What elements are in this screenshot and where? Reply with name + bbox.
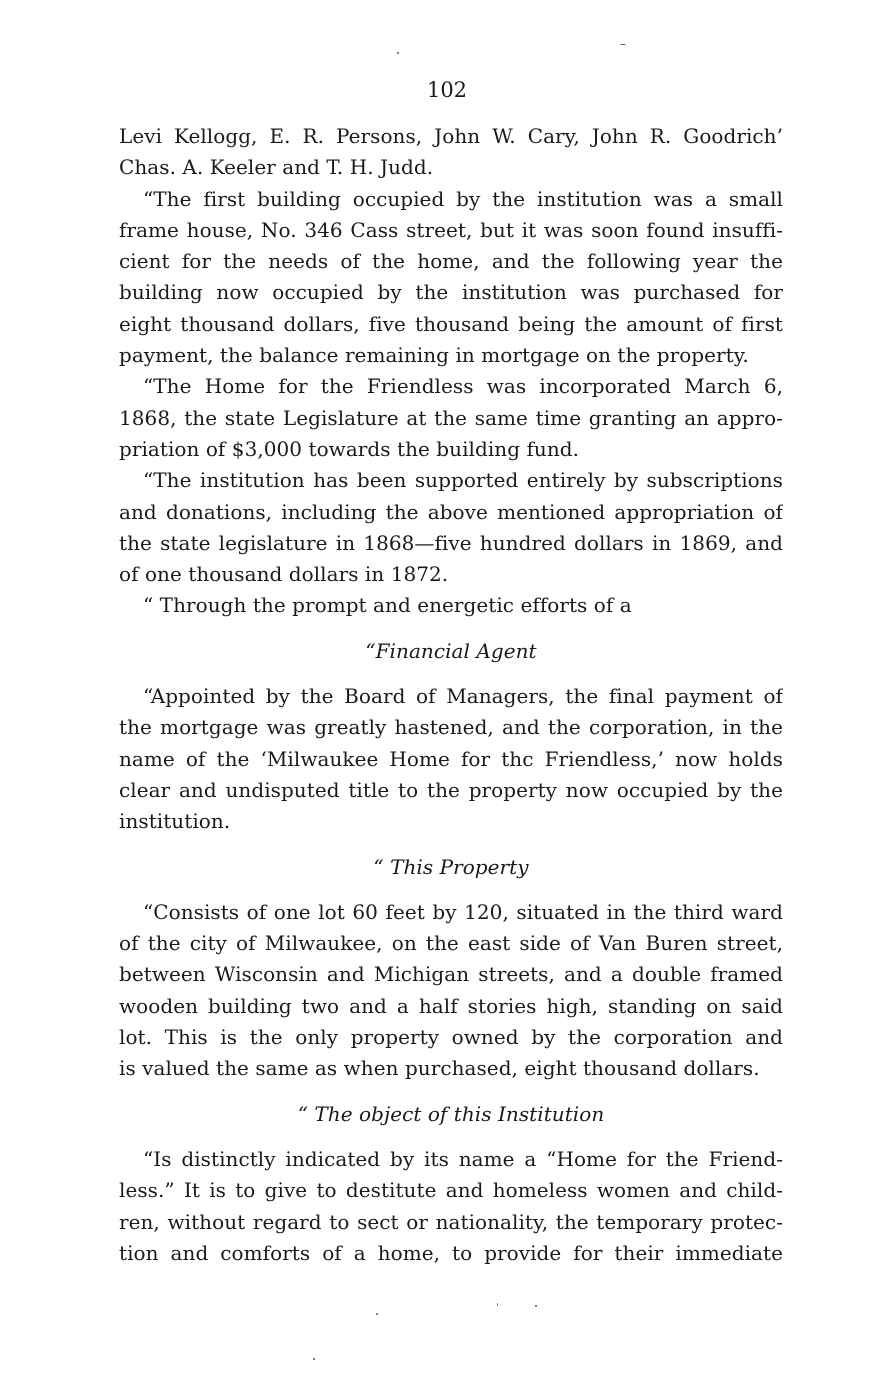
paragraph-object-of-institution <box>119 1144 783 1269</box>
heading-financial-agent: “Financial Agent <box>365 638 537 663</box>
text-line: Levi Kellogg, E. R. Persons, John W. Cary, John R. Goodrich’ <box>119 124 783 148</box>
text-line: of the city of Milwaukee, on the east side of Van Buren street, <box>119 931 783 956</box>
text-line: frame house, No. 346 Cass street, but it was soon found insuffi- <box>119 217 783 242</box>
text-line: “The first building occupied by the institution was a small <box>143 186 783 211</box>
text-line: clear and undisputed title to the property now occupied by the <box>119 777 783 802</box>
text-line: institution. <box>119 809 231 834</box>
paragraph-first-building <box>119 184 783 372</box>
text-line: less.” It is to give to destitute and homeless women and child- <box>119 1178 783 1203</box>
text-line: “The institution has been supported entirely by subscriptions <box>143 468 783 493</box>
text-line: “Appointed by the Board of Managers, the final payment of <box>143 684 783 709</box>
text-line: “Is distinctly indicated by its name a “Home for the Friend- <box>143 1146 783 1171</box>
text-line: payment, the balance remaining in mortgage on the property. <box>119 343 749 368</box>
paragraph-trustees <box>119 121 783 184</box>
text-line: building now occupied by the institution was purchased for <box>119 280 783 305</box>
text-line: lot. This is the only property owned by the corporation and <box>119 1025 783 1050</box>
page-number: 102 <box>426 78 468 102</box>
paragraph-support <box>119 465 783 590</box>
text-line: “The Home for the Friendless was incorporated March 6, <box>143 374 783 399</box>
text-line: the mortgage was greatly hastened, and the corporation, in the <box>119 715 783 740</box>
text-line: priation of $3,000 towards the building fund. <box>119 436 580 461</box>
scan-speck <box>313 1358 315 1360</box>
text-line: of one thousand dollars in 1872. <box>119 562 449 587</box>
paragraph-incorporation <box>119 371 783 465</box>
text-line: 1868, the state Legislature at the same time granting an appro- <box>119 405 783 430</box>
paragraph-this-property <box>119 897 783 1085</box>
paragraph-through <box>119 590 783 621</box>
text-line: tion and comforts of a home, to provide for their immediate <box>119 1240 783 1265</box>
text-line: between Wisconsin and Michigan streets, and a double framed <box>119 962 783 987</box>
text-line: “Consists of one lot 60 feet by 120, situated in the third ward <box>143 899 783 924</box>
text-line: is valued the same as when purchased, eight thousand dollars. <box>119 1056 760 1081</box>
text-line: ren, without regard to sect or nationality, the temporary protec- <box>119 1209 783 1234</box>
scan-speck <box>497 1303 498 1306</box>
text-line: wooden building two and a half stories high, standing on said <box>119 993 783 1018</box>
scan-speck <box>620 44 626 45</box>
text-line: eight thousand dollars, five thousand being the amount of first <box>119 311 783 336</box>
scan-speck <box>535 1305 537 1307</box>
text-line: Chas. A. Keeler and T. H. Judd. <box>119 155 434 180</box>
text-line: the state legislature in 1868—five hundred dollars in 1869, and <box>119 530 783 555</box>
scan-speck <box>397 52 399 54</box>
heading-this-property: “ This Property <box>373 854 529 879</box>
text-line: and donations, including the above mentioned appropriation of <box>119 499 783 524</box>
heading-object-of-institution: “ The object of this Institution <box>297 1101 605 1126</box>
text-line: cient for the needs of the home, and the following year the <box>119 249 783 274</box>
text-line: “ Through the prompt and energetic efforts of a <box>143 593 632 618</box>
text-line: name of the ‘Milwaukee Home for thc Friendless,’ now holds <box>119 746 783 771</box>
body-text <box>119 121 783 1269</box>
paragraph-financial-agent <box>119 681 783 837</box>
scan-speck <box>376 1313 378 1315</box>
